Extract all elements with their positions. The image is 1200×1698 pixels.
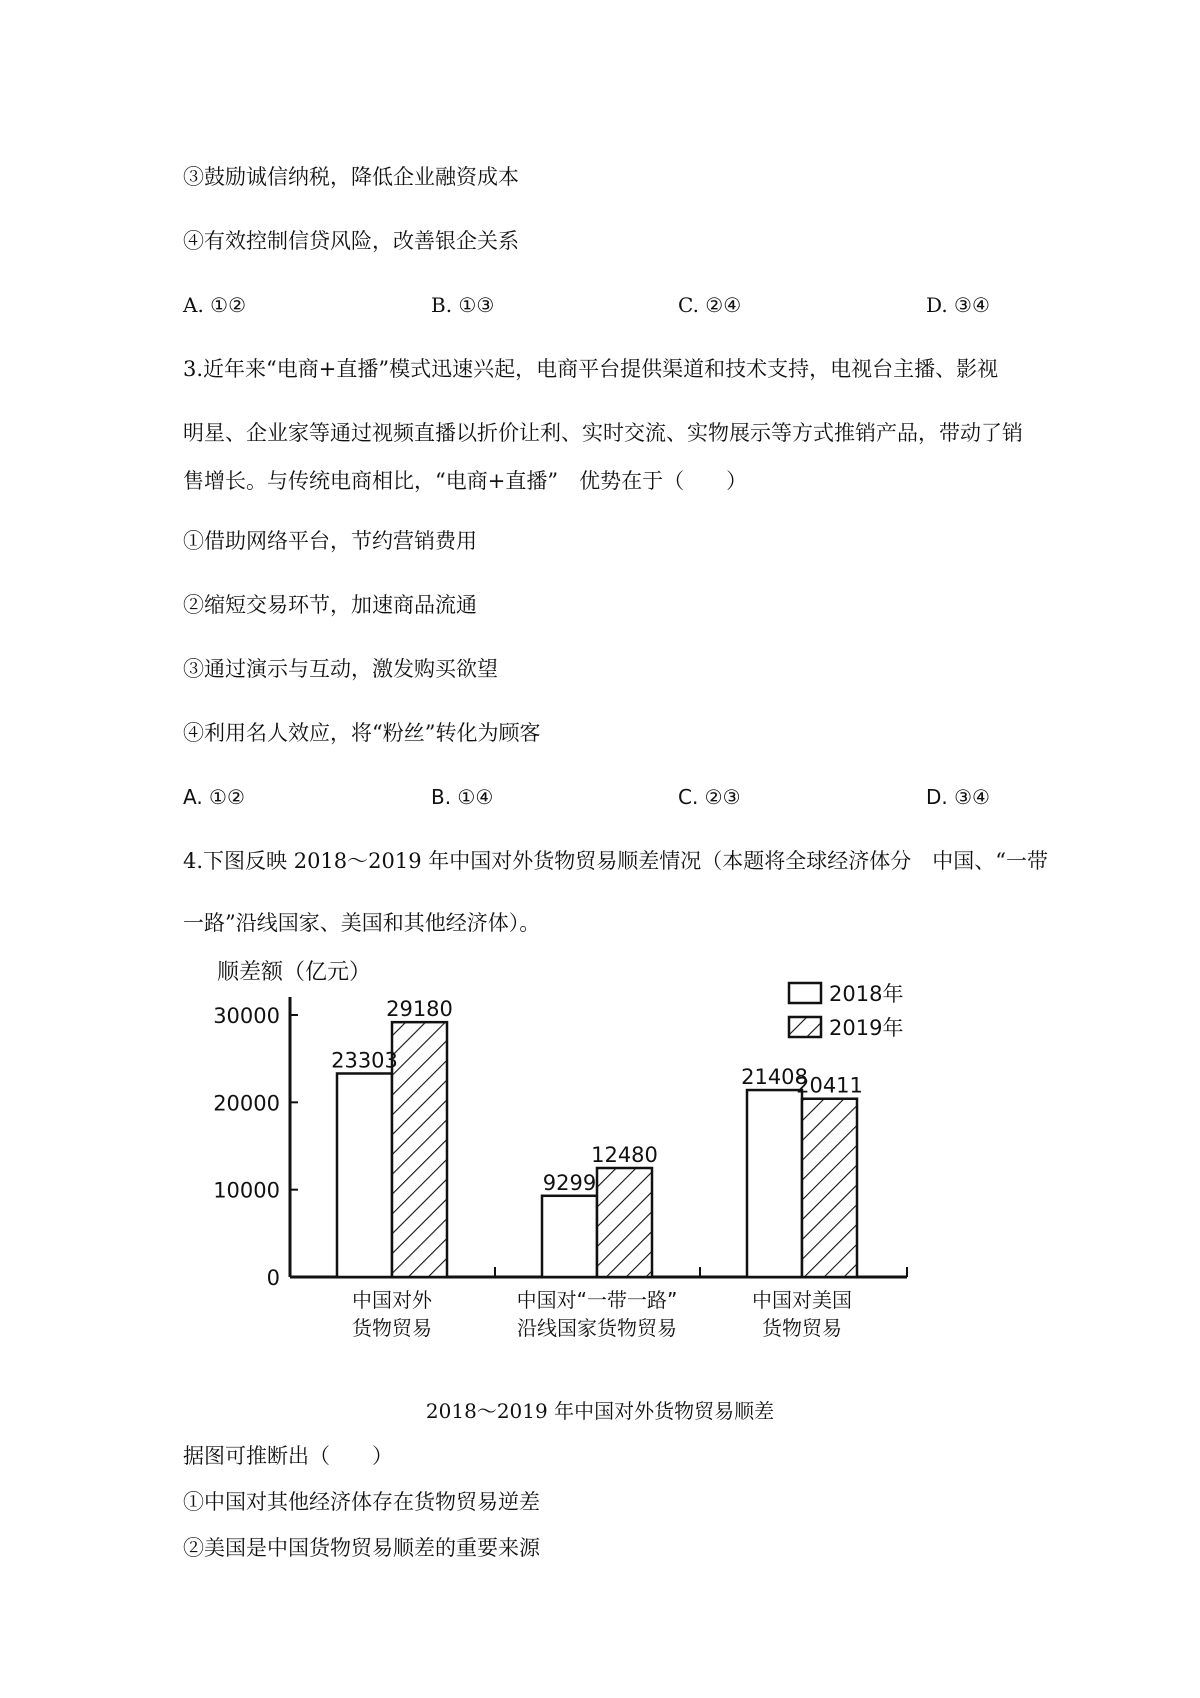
bar-2018年-0: [337, 1073, 392, 1277]
q3-item-3: ③通过演示与互动，激发购买欲望: [183, 657, 498, 681]
q2-option-a[interactable]: A. ①②: [183, 293, 247, 317]
q3-item-4: ④利用名人效应，将“粉丝”转化为顾客: [183, 721, 541, 745]
bar-value-label: 29180: [386, 997, 453, 1022]
q3-option-d[interactable]: D. ③④: [926, 785, 990, 809]
q2-item-3: ③鼓励诚信纳税，降低企业融资成本: [183, 165, 519, 189]
q4-stem-line-2: 一路”沿线国家、美国和其他经济体）。: [183, 911, 541, 935]
bar-2019年-2: [802, 1099, 857, 1277]
chart-caption: 2018～2019 年中国对外货物贸易顺差: [425, 1399, 775, 1423]
legend-swatch: [789, 1017, 821, 1037]
legend-label: 2018年: [829, 982, 904, 1006]
q4-item-2: ②美国是中国货物贸易顺差的重要来源: [183, 1536, 540, 1560]
q3-stem-line-3: 售增长。与传统电商相比，“电商+直播” 优势在于（ ）: [183, 469, 748, 493]
q2-option-c[interactable]: C. ②④: [678, 293, 742, 317]
q4-item-1: ①中国对其他经济体存在货物贸易逆差: [183, 1490, 540, 1514]
bar-value-label: 21408: [741, 1065, 808, 1090]
bar-2018年-2: [747, 1090, 802, 1277]
y-tick-label: 20000: [213, 1091, 280, 1116]
q3-option-b[interactable]: B. ①④: [431, 785, 494, 809]
y-tick-label: 0: [266, 1266, 280, 1290]
x-category-label: 沿线国家货物贸易: [517, 1316, 677, 1340]
q3-stem-line-1: 3.近年来“电商+直播”模式迅速兴起，电商平台提供渠道和技术支持，电视台主播、影视: [183, 357, 999, 381]
q3-item-2: ②缩短交易环节，加速商品流通: [183, 593, 477, 617]
y-axis-label: 顺差额（亿元）: [217, 960, 372, 985]
trade-surplus-chart: [195, 955, 975, 1355]
bar-value-label: 9299: [542, 1170, 597, 1195]
y-tick-label: 10000: [213, 1178, 280, 1203]
x-category-label: 中国对美国: [752, 1288, 852, 1312]
q2-options: [183, 290, 1033, 320]
bar-2019年-0: [392, 1022, 447, 1277]
q4-stem-line-1: 4.下图反映 2018～2019 年中国对外货物贸易顺差情况（本题将全球经济体分 中国、“一带: [183, 849, 1049, 873]
bar-2019年-1: [597, 1168, 652, 1277]
x-category-label: 中国对外: [352, 1288, 432, 1312]
q3-option-c[interactable]: C. ②③: [678, 785, 741, 809]
q4-prompt: 据图可推断出（ ）: [183, 1444, 393, 1468]
x-category-label: 货物贸易: [352, 1316, 432, 1340]
legend-label: 2019年: [829, 1016, 904, 1040]
q2-option-d[interactable]: D. ③④: [926, 293, 990, 317]
y-tick-label: 30000: [213, 1004, 280, 1028]
bar-value-label: 20411: [796, 1073, 863, 1098]
bar-value-label: 23303: [331, 1048, 398, 1073]
q2-option-b[interactable]: B. ①③: [431, 293, 495, 317]
x-category-label: 中国对“一带一路”: [516, 1288, 678, 1312]
q2-item-4: ④有效控制信贷风险，改善银企关系: [183, 229, 519, 253]
bar-value-label: 12480: [591, 1143, 658, 1168]
q3-options: [183, 782, 1033, 812]
bar-2018年-1: [542, 1196, 597, 1277]
q3-option-a[interactable]: A. ①②: [183, 785, 245, 809]
x-category-label: 货物贸易: [762, 1316, 842, 1340]
legend-swatch: [789, 983, 821, 1003]
q3-item-1: ①借助网络平台，节约营销费用: [183, 529, 477, 553]
q3-stem-line-2: 明星、企业家等通过视频直播以折价让利、实时交流、实物展示等方式推销产品，带动了销: [183, 421, 1023, 445]
